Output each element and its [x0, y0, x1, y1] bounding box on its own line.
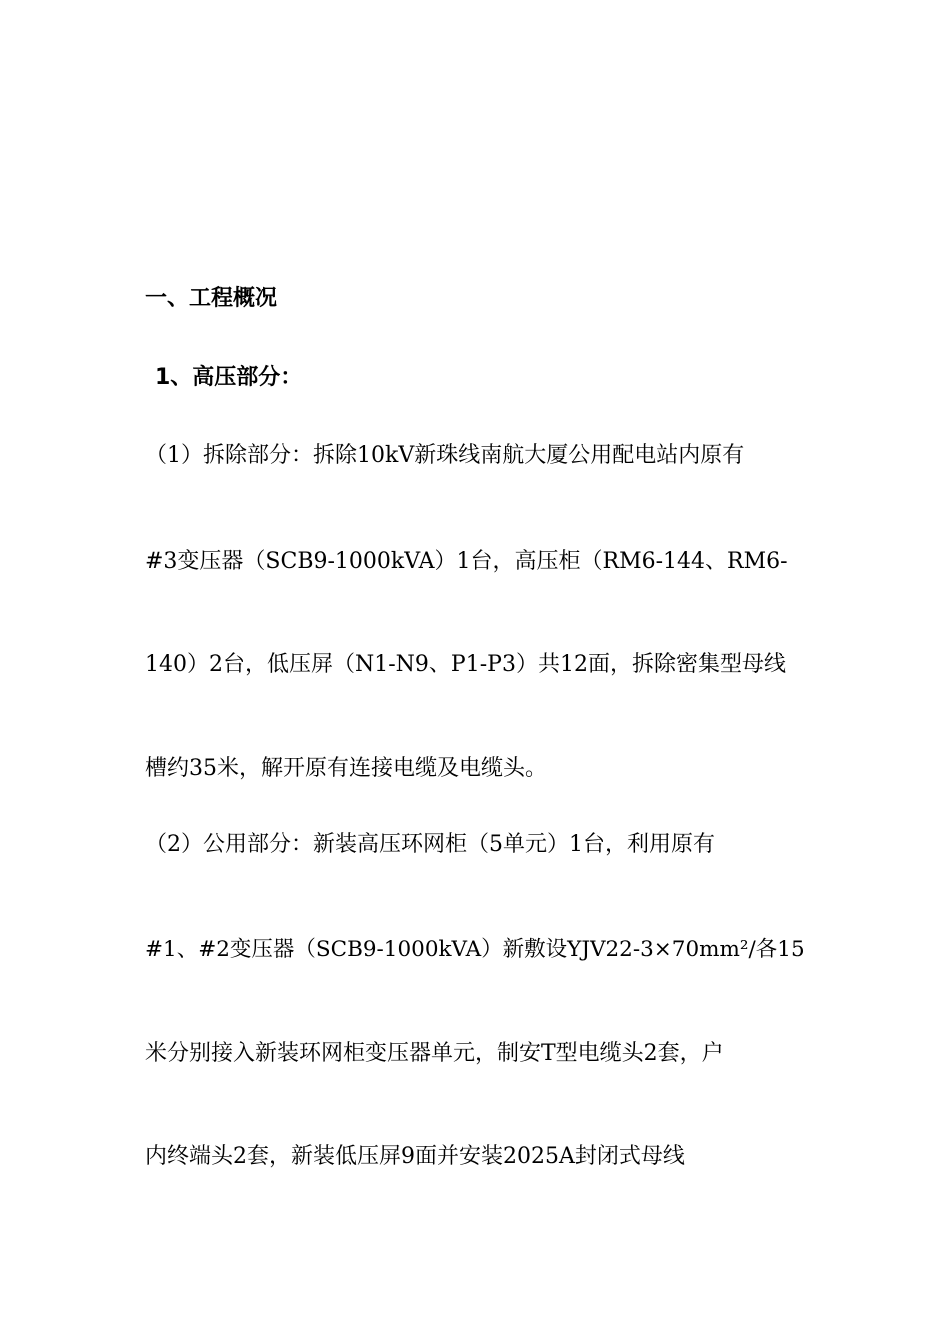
section-title: 一、工程概况	[145, 286, 278, 311]
paragraph-line: 米分别接入新装环网柜变压器单元，制安T型电缆头2套，户	[145, 1041, 724, 1066]
paragraph-line: #1、#2变压器（SCB9-1000kVA）新敷设YJV22-3×70mm²/各15	[145, 937, 805, 962]
paragraph-line: （2）公用部分：新装高压环网柜（5单元）1台，利用原有	[145, 832, 715, 857]
paragraph-line: 槽约35米，解开原有连接电缆及电缆头。	[145, 756, 547, 781]
subsection-title: 1、高压部分：	[155, 365, 303, 390]
paragraph-line: 内终端头2套，新装低压屏9面并安装2025A封闭式母线	[145, 1144, 685, 1169]
paragraph-line: #3变压器（SCB9-1000kVA）1台，高压柜（RM6-144、RM6-	[145, 549, 788, 574]
paragraph-line: （1）拆除部分：拆除10kV新珠线南航大厦公用配电站内原有	[145, 443, 745, 468]
paragraph-line: 140）2台，低压屏（N1-N9、P1-P3）共12面，拆除密集型母线	[145, 652, 786, 677]
